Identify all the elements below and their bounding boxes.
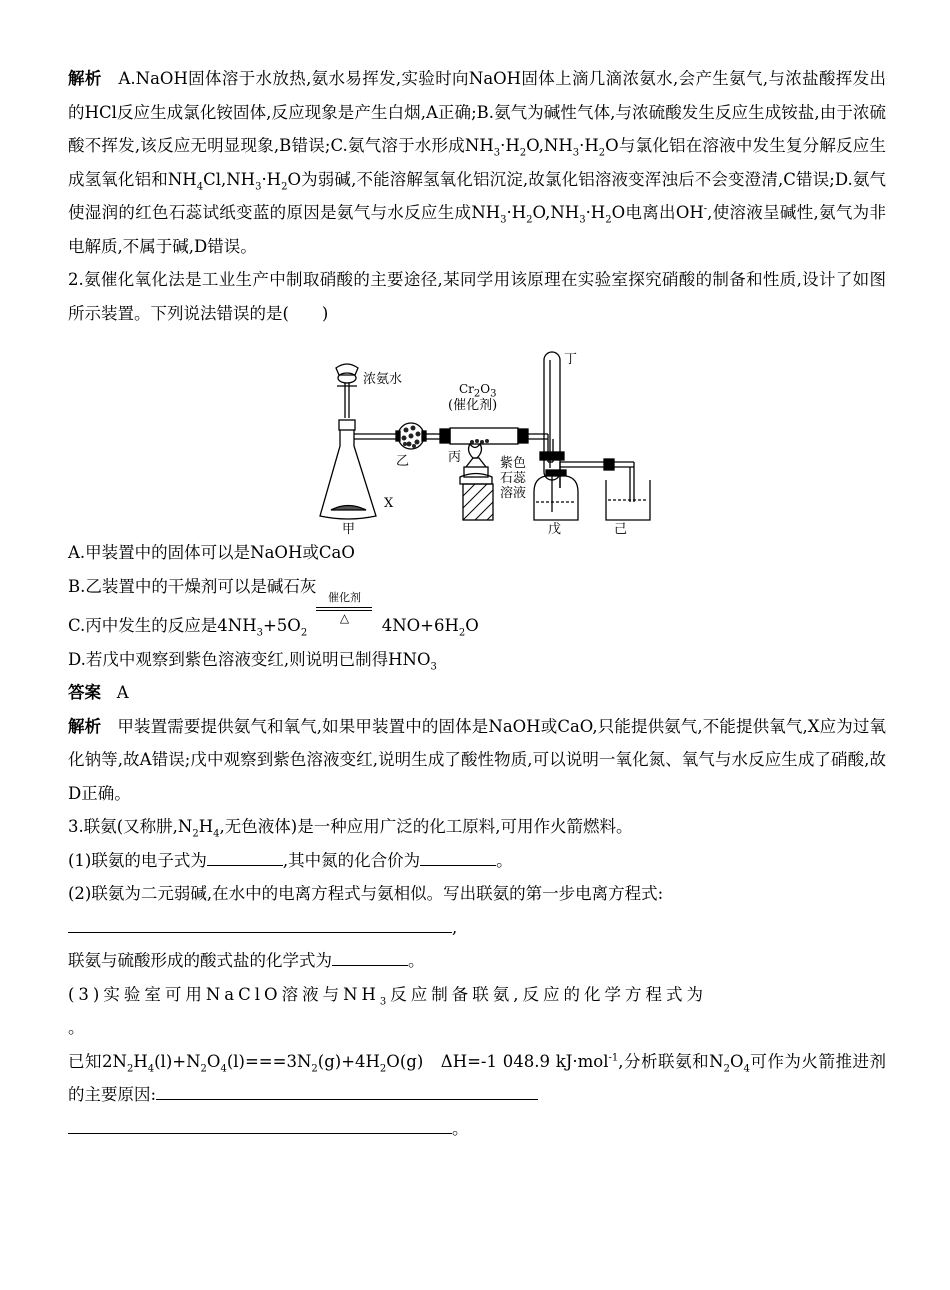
label-bing: 丙 [448,450,462,465]
label-ji: 己 [614,522,628,537]
option-c: C.丙中发生的反应是$4NH_3+5O_2$ 催化剂 △ $4NO+6H_2O$ [68,591,479,639]
question-3-part-3-end: 。 [68,1018,85,1037]
apparatus-diagram [68,330,886,536]
answer-q2: 答案 A [68,683,129,702]
question-3-known: 已知$2N_2H_4(l)+N_2O_4(l)===3N_2(g)+4H_2O(g)$ ΔH=-1 048.9 kJ·mol$^{-1}$,分析联氨和$N_2O_4$可作为火箭推进剂的主要原因: [68,1051,887,1104]
label-jia: 甲 [342,522,356,537]
label-litmus-1: 紫色 [500,456,527,471]
label-x: X [384,496,394,511]
option-b: B.乙装置中的干燥剂可以是碱石灰 [68,576,317,596]
answer-blank[interactable] [156,1079,538,1100]
document-page [68,62,886,1145]
answer-blank[interactable] [420,845,496,866]
label-ding: 丁 [564,352,578,367]
question-3-known-line: 。 [68,1112,886,1146]
analysis-q1: 解析 A.NaOH固体溶于水放热,氨水易挥发,实验时向NaOH固体上滴几滴浓氨水,会产生氨气,与浓盐酸挥发出的HCl反应生成氯化铵固体,反应现象是产生白烟,A正确;B.氨气为碱性气体,与浓硫酸发生反应生成铵盐,由于浓硫酸不挥发,该反应无明显现象,B错误;C.氨气溶于水形成$NH_3\cdot H_2O,NH_3\cdot H_2O$与氯化铝在溶液中发生复分解反应生成氢氧化铝和$NH_4Cl,NH_3\cdot H_2O$为弱碱,不能溶解氢氧化铝沉淀,故氯化铝溶液变浑浊后不会变澄清,C错误;D.氨气使湿润的红色石蕊试纸变蓝的原因是氨气与水反应生成$NH_3\cdot H_2O,NH_3\cdot H_2O$电离出OH-,使溶液呈碱性,氨气为非电解质,不属于碱,D错误。 [68,69,886,256]
label-catalyst: $Cr_2O_3$ [459,382,497,400]
label-catalyst-paren: (催化剂) [448,398,498,413]
question-3-part-2-line: , [68,911,886,945]
question-3-part-2: (2)联氨为二元弱碱,在水中的电离方程式与氨相似。写出联氨的第一步电离方程式: [68,884,664,903]
answer-blank[interactable] [207,845,283,866]
label-wu: 戊 [548,522,562,537]
label-litmus-3: 溶液 [500,486,527,501]
answer-blank[interactable] [68,912,452,933]
answer-blank[interactable] [68,1113,452,1134]
label-yi: 乙 [396,454,410,469]
question-3-stem: 3.联氨(又称肼$,N_2H_4$,无色液体)是一种应用广泛的化工原料,可用作火箭燃料。 [68,817,633,840]
label-conc-ammonia: 浓氨水 [363,372,403,387]
apparatus-figure [68,330,886,536]
question-3-part-2-salt: 联氨与硫酸形成的酸式盐的化学式为 。 [68,944,886,978]
reaction-condition: 催化剂 △ [312,611,376,631]
analysis-label: 解析 [68,69,102,88]
label-litmus-2: 石蕊 [500,471,527,486]
option-d: D.若戊中观察到紫色溶液变红,则说明已制得$HNO_3$ [68,649,437,672]
analysis-q2: 解析 甲装置需要提供氨气和氧气,如果甲装置中的固体是NaOH或CaO,只能提供氨气,不能提供氧气,X应为过氧化钠等,故A错误;戊中观察到紫色溶液变红,说明生成了酸性物质,可以说明一氧化氮、氧气与水反应生成了硝酸,故D正确。 [68,716,886,803]
answer-blank[interactable] [332,945,408,966]
option-a: A.甲装置中的固体可以是NaOH或CaO [68,543,355,562]
question-2-stem: 2.氨催化氧化法是工业生产中制取硝酸的主要途径,某同学用该原理在实验室探究硝酸的制备和性质,设计了如图所示装置。下列说法错误的是( ) [68,270,886,323]
question-3-part-1: (1)联氨的电子式为 ,其中氮的化合价为 。 [68,844,886,878]
question-3-part-3: (3)实验室可用NaClO溶液与$NH_3$反应制备联氨,反应的化学方程式为 [68,984,708,1007]
